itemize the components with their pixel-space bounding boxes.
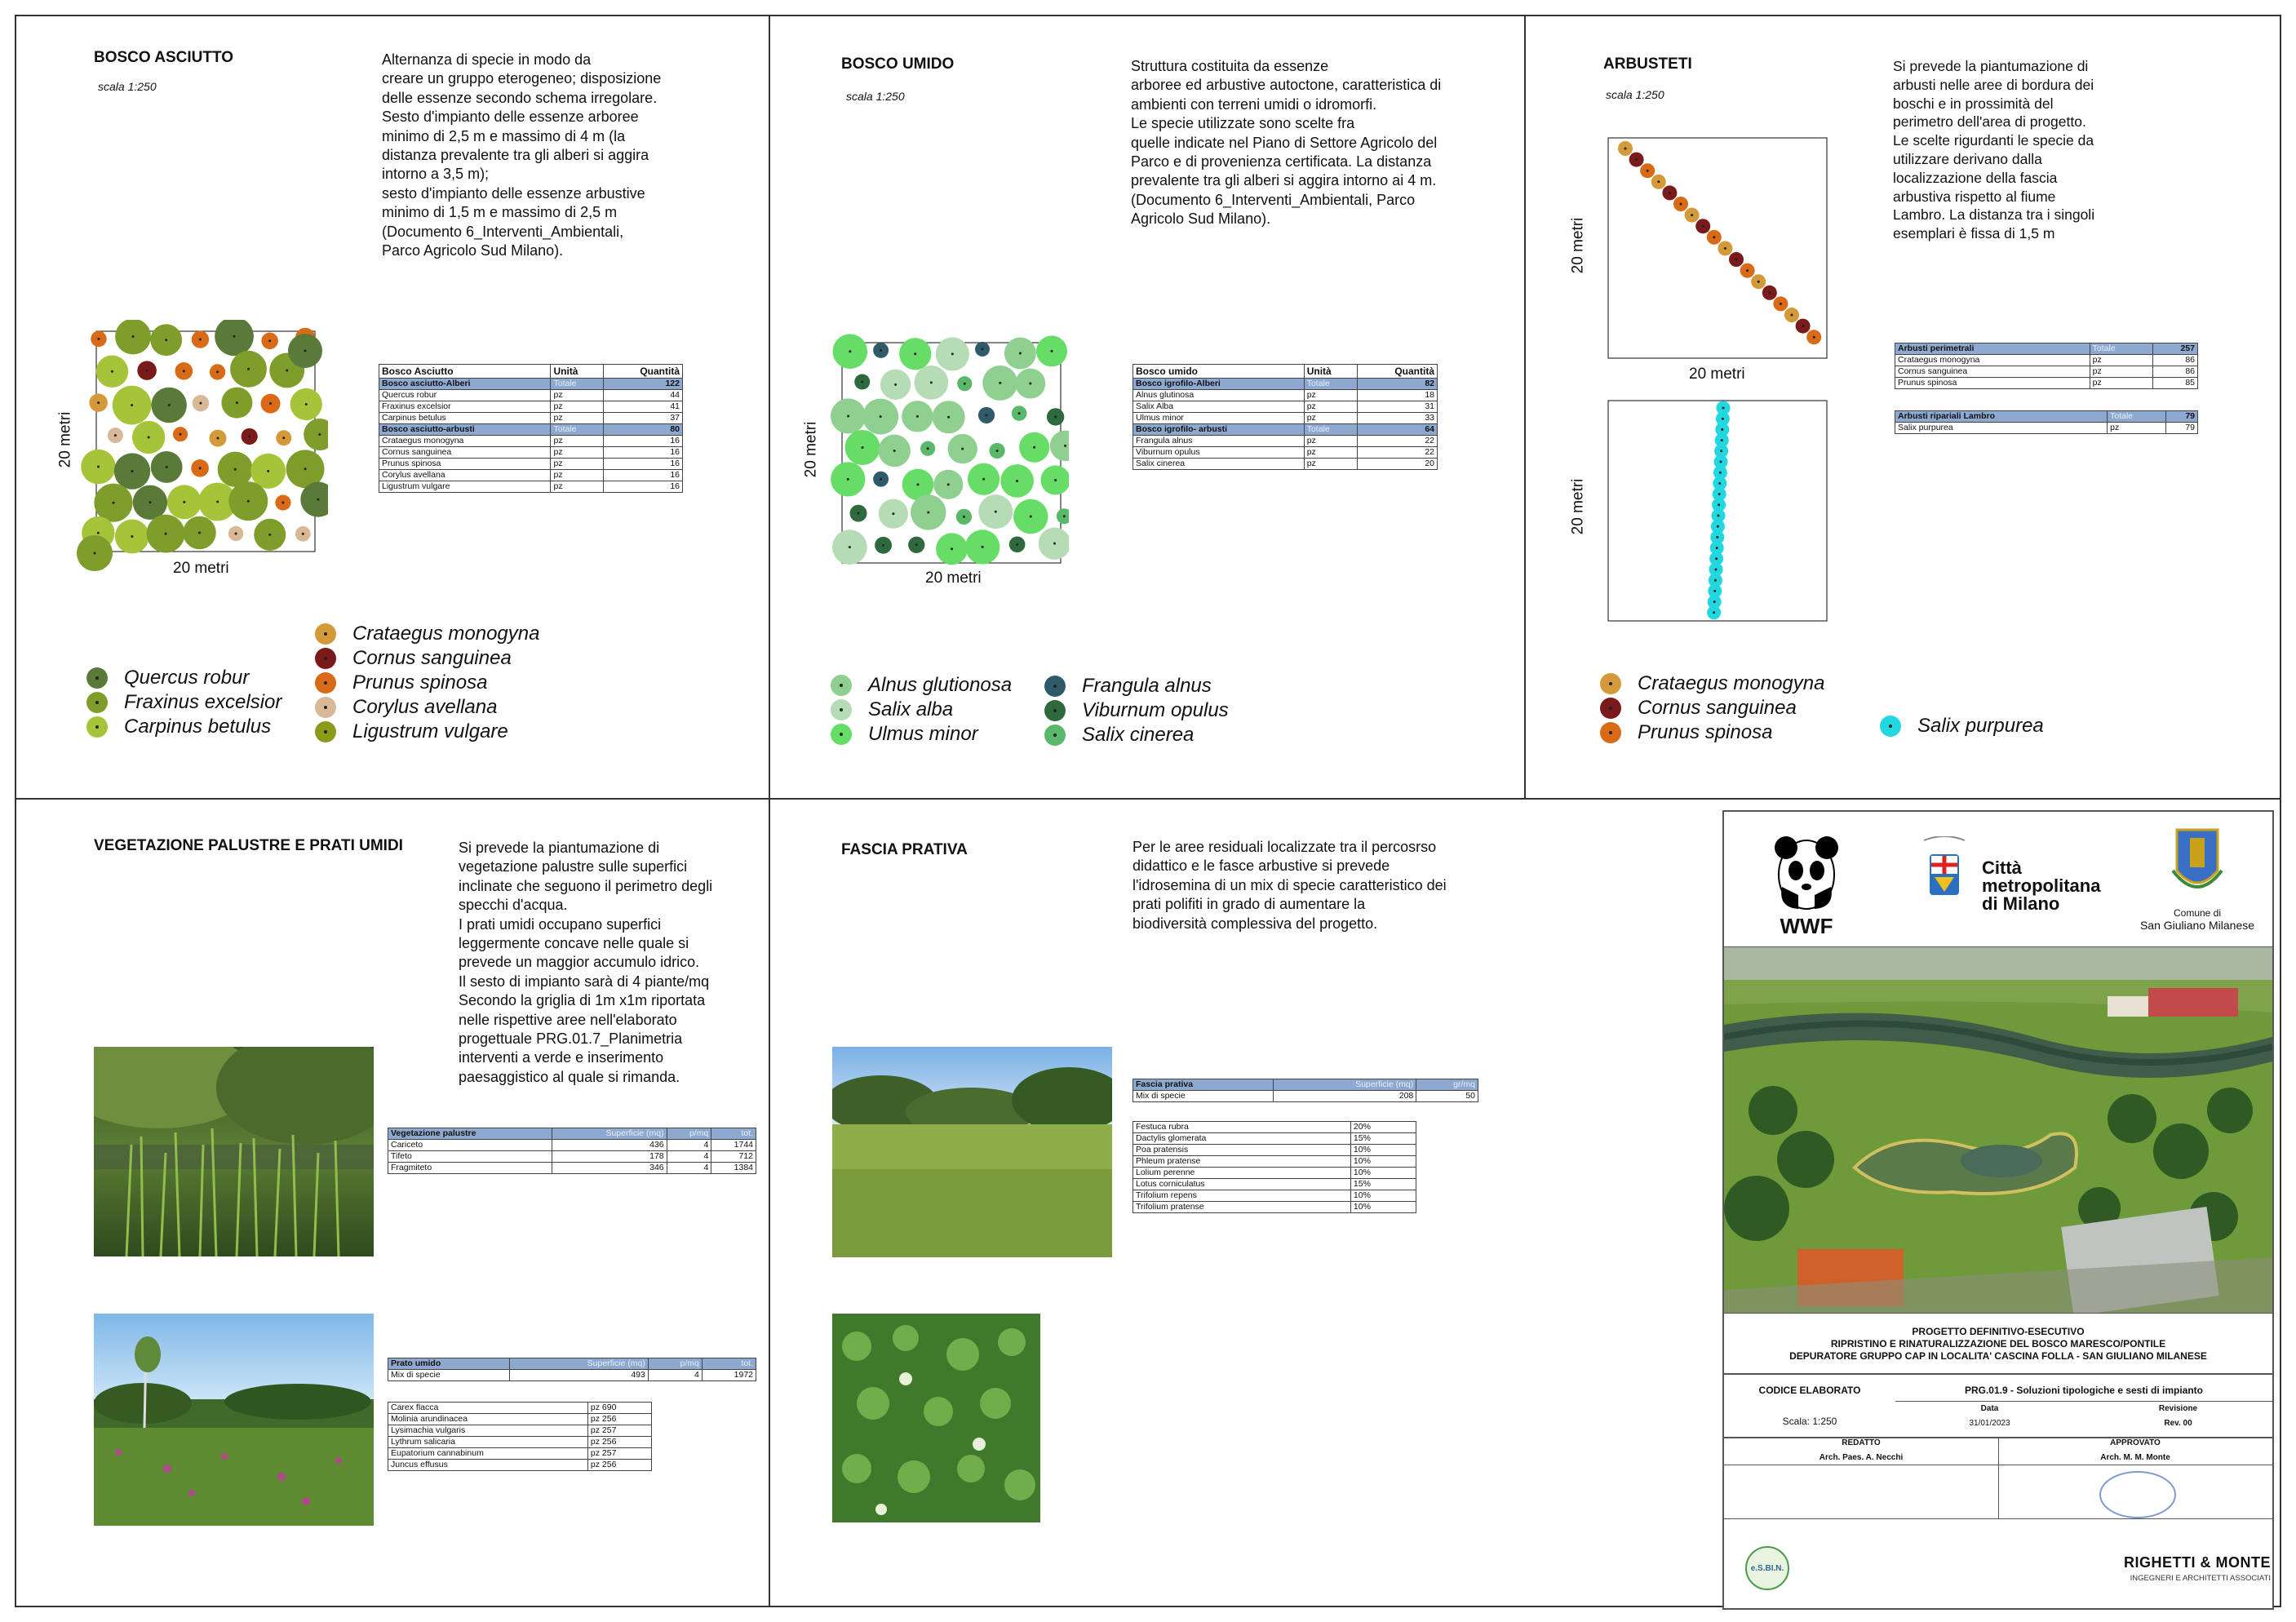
plant-symbol bbox=[914, 366, 948, 400]
plant-symbol bbox=[1806, 330, 1821, 344]
plant-symbol bbox=[167, 485, 202, 519]
legend-trees bbox=[831, 673, 1012, 747]
table-row: Fraxinus excelsior pz 41 bbox=[379, 401, 683, 413]
approvato-value: Arch. M. M. Monte bbox=[2100, 1453, 2170, 1462]
species-symbol-icon bbox=[315, 672, 336, 694]
legend-item: Alnus glutionosa bbox=[831, 673, 1012, 698]
plant-symbol bbox=[1751, 274, 1766, 289]
plant-symbol bbox=[215, 320, 254, 356]
table-row: Vegetazione palustre Superficie (mq) p/mq tot. bbox=[388, 1128, 756, 1140]
plant-symbol bbox=[132, 421, 165, 454]
legend-item: Crataegus monogyna bbox=[315, 622, 539, 646]
plant-symbol bbox=[133, 485, 167, 520]
project-title: PROGETTO DEFINITIVO-ESECUTIVO RIPRISTINO E RINATURALIZZAZIONE DEL BOSCO MARESCO/PONTILE DEPURATORE GRUPPO CAP IN LOCALITA' CASCINA FOLLA - SAN GIULIANO MILANESE bbox=[1789, 1326, 2207, 1362]
planting-scheme-diagram bbox=[75, 320, 328, 574]
section-title: BOSCO ASCIUTTO bbox=[94, 49, 234, 66]
plant-symbol bbox=[1057, 508, 1069, 524]
plant-symbol bbox=[899, 338, 931, 370]
table-row: Alnus glutinosa pz 18 bbox=[1133, 390, 1438, 401]
plant-symbol bbox=[956, 509, 972, 525]
table-row: Trifolium pratense 10% bbox=[1133, 1202, 1416, 1213]
section-description: Per le aree residuali localizzate tra il percosrso didattico e le fasce arbustive si prevede l'idrosemina di un mix di specie caratteristico dei prati polifiti in grado di aumentare la biodiversità complessiva del progetto. bbox=[1132, 839, 1447, 932]
species-symbol-icon bbox=[1880, 716, 1901, 737]
legend-item: Salix purpurea bbox=[1880, 714, 2044, 738]
table-row: Lotus corniculatus 15% bbox=[1133, 1179, 1416, 1190]
redatto-label: REDATTO bbox=[1842, 1438, 1881, 1447]
species-symbol-icon bbox=[86, 716, 108, 738]
table-row: Fragmiteto 346 4 1384 bbox=[388, 1163, 756, 1174]
plant-symbol bbox=[242, 428, 258, 445]
plant-symbol bbox=[989, 443, 1004, 459]
quantity-table bbox=[1132, 364, 1438, 470]
data-label: Data bbox=[1980, 1404, 1999, 1413]
table-row: Cornus sanguinea pz 16 bbox=[379, 447, 683, 459]
table-row: Viburnum opulus pz 22 bbox=[1133, 447, 1438, 459]
quantity-table bbox=[1895, 343, 2198, 389]
scale-label: scala 1:250 bbox=[98, 80, 157, 93]
plant-symbol bbox=[978, 494, 1013, 529]
species-symbol-icon bbox=[1044, 725, 1066, 746]
plant-symbol bbox=[210, 430, 227, 447]
plant-symbol bbox=[1685, 208, 1700, 223]
plant-symbol bbox=[94, 484, 132, 522]
plant-symbol bbox=[933, 470, 963, 499]
table-row: Mix di specie 493 4 1972 bbox=[388, 1370, 756, 1381]
plant-symbol bbox=[879, 499, 908, 529]
plant-symbol bbox=[831, 462, 865, 496]
plant-symbol bbox=[183, 516, 216, 550]
plant-symbol bbox=[1013, 499, 1048, 534]
photo-meadow bbox=[832, 1047, 1112, 1257]
plant-symbol bbox=[854, 374, 870, 389]
plant-symbol bbox=[833, 334, 868, 369]
legend-trees bbox=[86, 666, 281, 739]
table-row: Phleum pratense 10% bbox=[1133, 1156, 1416, 1168]
legend-item: Carpinus betulus bbox=[86, 715, 281, 739]
plant-symbol bbox=[221, 388, 252, 419]
section-title: ARBUSTETI bbox=[1603, 55, 1692, 73]
species-table bbox=[388, 1402, 652, 1471]
plant-symbol bbox=[113, 386, 152, 425]
species-symbol-icon bbox=[831, 699, 852, 720]
plant-symbol bbox=[875, 537, 892, 554]
legend-riparian bbox=[1880, 714, 2044, 738]
plant-symbol bbox=[192, 330, 209, 348]
plant-symbol bbox=[936, 533, 968, 565]
table-row: Tifeto 178 4 712 bbox=[388, 1151, 756, 1163]
table-row: Trifolium repens 10% bbox=[1133, 1190, 1416, 1202]
plant-symbol bbox=[1047, 408, 1064, 425]
table-row: Bosco Asciutto Unità Quantità bbox=[379, 365, 683, 379]
plant-symbol bbox=[965, 530, 1000, 564]
species-symbol-icon bbox=[831, 724, 852, 745]
redatto-value: Arch. Paes. A. Necchi bbox=[1819, 1453, 1904, 1462]
plant-symbol bbox=[304, 419, 328, 450]
photo-marsh-vegetation bbox=[94, 1047, 374, 1256]
legend-item: Crataegus monogyna bbox=[1600, 671, 1824, 696]
plant-symbol bbox=[115, 320, 151, 354]
esbin-badge: e.S.BI.N. bbox=[1745, 1546, 1789, 1590]
plant-symbol bbox=[254, 519, 286, 551]
photo-clover bbox=[832, 1314, 1040, 1522]
codice-label: CODICE ELABORATO bbox=[1758, 1385, 1861, 1396]
plant-symbol bbox=[151, 451, 183, 483]
citta-metropolitana-name: Città metropolitana di Milano bbox=[1982, 858, 2101, 914]
table-row: Bosco igrofilo- arbusti Totale 64 bbox=[1133, 424, 1438, 436]
table-row: Prunus spinosa pz 16 bbox=[379, 459, 683, 470]
plant-symbol bbox=[1012, 406, 1027, 421]
dimension-label-y: 20 metri bbox=[56, 411, 74, 468]
plant-symbol bbox=[832, 530, 867, 565]
table-row: Lysimachia vulgaris pz 257 bbox=[388, 1425, 652, 1437]
legend-item: Corylus avellana bbox=[315, 695, 539, 720]
plant-symbol bbox=[114, 453, 150, 489]
dimension-label-y: 20 metri bbox=[1569, 217, 1587, 274]
table-row: Festuca rubra 20% bbox=[1133, 1122, 1416, 1133]
species-symbol-icon bbox=[831, 675, 852, 696]
species-table bbox=[1132, 1121, 1416, 1213]
plant-symbol bbox=[1729, 252, 1744, 267]
plant-symbol bbox=[96, 356, 129, 388]
legend-item: Prunus spinosa bbox=[1600, 720, 1824, 745]
scale-label: scala 1:250 bbox=[846, 90, 905, 103]
wwf-logo: WWF bbox=[1770, 830, 1843, 932]
section-title: FASCIA PRATIVA bbox=[841, 841, 968, 858]
species-symbol-icon bbox=[315, 697, 336, 718]
section-description: Si prevede la piantumazione di arbusti nelle aree di bordura dei boschi e in prossimità del perimetro dell'area di progetto. Le scelte rigurdanti le specie da utilizzare derivano dalla localizzazione della fascia arbustiva rispetto al fiume Lambro. La distanza tra i singoli esemplari è fissa di 1,5 m bbox=[1893, 58, 2095, 242]
aerial-site-photo bbox=[1724, 946, 2272, 1314]
quantity-table bbox=[1895, 410, 2198, 434]
plant-symbol bbox=[831, 398, 866, 433]
plant-symbol bbox=[89, 393, 107, 411]
table-row: Bosco asciutto-arbusti Totale 80 bbox=[379, 424, 683, 436]
legend-item: Ulmus minor bbox=[831, 722, 1012, 747]
approvato-label: APPROVATO bbox=[2110, 1438, 2161, 1447]
table-row: Bosco asciutto-Alberi Totale 122 bbox=[379, 379, 683, 390]
plant-symbol bbox=[850, 505, 867, 522]
table-row: Corylus avellana pz 16 bbox=[379, 470, 683, 481]
plant-symbol bbox=[1041, 465, 1069, 494]
plant-symbol bbox=[275, 494, 290, 510]
plant-symbol bbox=[1796, 319, 1811, 334]
plant-symbol bbox=[1762, 286, 1777, 300]
plant-symbol bbox=[173, 427, 188, 441]
plant-symbol bbox=[936, 337, 969, 370]
plant-symbol bbox=[150, 324, 182, 356]
legend-shrubs bbox=[1600, 671, 1824, 745]
plant-symbol bbox=[1707, 605, 1721, 619]
plant-symbol bbox=[911, 494, 946, 530]
plant-symbol bbox=[948, 434, 977, 463]
plant-symbol bbox=[880, 370, 911, 400]
table-row: Crataegus monogyna pz 86 bbox=[1895, 355, 2198, 366]
legend-shrubs bbox=[1044, 674, 1229, 747]
plant-symbol bbox=[1009, 536, 1026, 552]
plant-symbol bbox=[115, 519, 149, 553]
plant-symbol bbox=[295, 526, 311, 542]
scale-label: scala 1:250 bbox=[1606, 88, 1664, 101]
plant-symbol bbox=[1640, 163, 1655, 178]
plant-symbol bbox=[878, 435, 911, 468]
plant-symbol bbox=[137, 361, 157, 380]
plant-symbol bbox=[1618, 141, 1633, 156]
plant-symbol bbox=[933, 401, 965, 433]
legend-item: Quercus robur bbox=[86, 666, 281, 690]
plant-symbol bbox=[1707, 230, 1722, 245]
species-symbol-icon bbox=[1044, 676, 1066, 697]
table-row: Arbusti perimetrali Totale 257 bbox=[1895, 343, 2198, 355]
firm-name: RIGHETTI & MONTE bbox=[2124, 1554, 2271, 1571]
dimension-label-y: 20 metri bbox=[1569, 478, 1587, 535]
table-row: Prunus spinosa pz 85 bbox=[1895, 378, 2198, 389]
plant-symbol bbox=[908, 537, 924, 553]
species-symbol-icon bbox=[1600, 698, 1621, 719]
legend-item: Salix cinerea bbox=[1044, 723, 1229, 747]
divider bbox=[769, 15, 770, 1607]
table-row: Lythrum salicaria pz 256 bbox=[388, 1437, 652, 1448]
table-row: Salix Alba pz 31 bbox=[1133, 401, 1438, 413]
firm-subtitle: INGEGNERI E ARCHITETTI ASSOCIATI bbox=[2130, 1574, 2271, 1583]
table-row: Fascia prativa Superficie (mq) gr/mq bbox=[1133, 1079, 1478, 1091]
divider bbox=[15, 798, 2281, 800]
table-row: Bosco igrofilo-Alberi Totale 82 bbox=[1133, 379, 1438, 390]
table-row: Molinia arundinacea pz 256 bbox=[388, 1414, 652, 1425]
revision-value: Rev. 00 bbox=[2164, 1419, 2192, 1428]
species-symbol-icon bbox=[1044, 700, 1066, 721]
species-symbol-icon bbox=[1600, 673, 1621, 694]
plant-symbol bbox=[261, 332, 278, 349]
plant-symbol bbox=[1039, 528, 1069, 560]
legend-item: Prunus spinosa bbox=[315, 671, 539, 695]
plant-symbol bbox=[147, 515, 185, 553]
species-symbol-icon bbox=[315, 623, 336, 645]
plant-symbol bbox=[276, 430, 291, 445]
section-description: Si prevede la piantumazione di vegetazione palustre sulle superfici inclinate che seguono il perimetro degli specchi d'acqua. I prati umidi occupano superfici leggermente concave nelle quale si prevede un maggior accumulo idrico. Il sesto di impianto sarà di 4 piante/mq Secondo la griglia di 1m x1m riportata nelle rispettive aree nell'elaborato progettuale PRG.01.7_Planimetria interventi a verde e inserimento paesaggistico al quale si rimanda. bbox=[459, 840, 713, 1085]
section-description: Alternanza di specie in modo da creare un gruppo eterogeneo; disposizione delle essenze secondo schema irregolare. Sesto d'impianto delle essenze arboree minimo di 2,5 m e massimo di 4 m (la distanza prevalente tra gli alberi si aggira intorno a 3,5 m); sesto d'impianto delle essenze arbustive minimo di 1,5 m e massimo di 2,5 m (Documento 6_Interventi_Ambientali, Parco Agricolo Sud Milano). bbox=[382, 51, 662, 259]
table-row: Salix cinerea pz 20 bbox=[1133, 459, 1438, 470]
plant-symbol bbox=[1773, 296, 1788, 311]
plant-symbol bbox=[108, 428, 123, 443]
plant-symbol bbox=[230, 351, 267, 388]
plant-symbol bbox=[968, 463, 1000, 495]
plant-symbol bbox=[920, 441, 935, 456]
table-row: Frangula alnus pz 22 bbox=[1133, 436, 1438, 447]
table-row: Eupatorium cannabinum pz 257 bbox=[388, 1448, 652, 1460]
table-row: Poa pratensis 10% bbox=[1133, 1145, 1416, 1156]
plant-symbol bbox=[862, 399, 898, 435]
legend-item: Viburnum opulus bbox=[1044, 698, 1229, 723]
quantity-table bbox=[1132, 1079, 1478, 1102]
species-symbol-icon bbox=[315, 648, 336, 669]
plant-symbol bbox=[1651, 175, 1666, 189]
plant-symbol bbox=[1740, 264, 1755, 278]
plant-symbol bbox=[175, 362, 193, 380]
plant-symbol bbox=[1004, 338, 1036, 370]
table-row: Arbusti ripariali Lambro Totale 79 bbox=[1895, 411, 2198, 423]
comune-logo: Comune di San Giuliano Milanese bbox=[2132, 822, 2263, 932]
plant-symbol bbox=[902, 401, 933, 432]
plant-symbol bbox=[1784, 308, 1799, 322]
plant-symbol bbox=[845, 430, 880, 465]
title-block bbox=[1722, 810, 2274, 1610]
legend-item: Frangula alnus bbox=[1044, 674, 1229, 698]
table-row: Crataegus monogyna pz 16 bbox=[379, 436, 683, 447]
legend-item: Cornus sanguinea bbox=[315, 646, 539, 671]
plant-symbol bbox=[1050, 431, 1069, 461]
table-row: Cariceto 436 4 1744 bbox=[388, 1140, 756, 1151]
legend-item: Ligustrum vulgare bbox=[315, 720, 539, 744]
plant-symbol bbox=[975, 342, 990, 357]
section-title: BOSCO UMIDO bbox=[841, 55, 955, 73]
plant-symbol bbox=[288, 334, 322, 368]
revision-label: Revisione bbox=[2158, 1404, 2198, 1413]
dimension-label-y: 20 metri bbox=[802, 421, 820, 478]
species-symbol-icon bbox=[1600, 722, 1621, 743]
approval-stamp bbox=[2099, 1471, 2176, 1518]
plant-symbol bbox=[1695, 219, 1710, 233]
divider bbox=[1524, 15, 1526, 798]
section-description: Struttura costituita da essenze arboree ed arbustive autoctone, caratteristica di ambienti con terreni umidi o idromorfi. Le specie utilizzate sono scelte fra quelle indicate nel Piano di Settore Agricolo del Parco e di provenienza certificata. La distanza prevalente tra gli alberi si aggira intorno ai 4 m. (Documento 6_Interventi_Ambientali, Parco Agricolo Sud Milano). bbox=[1131, 58, 1442, 228]
table-row: Lolium perenne 10% bbox=[1133, 1168, 1416, 1179]
legend-item: Salix alba bbox=[831, 698, 1012, 722]
planting-scheme-diagram bbox=[822, 331, 1069, 568]
plant-symbol bbox=[228, 481, 268, 521]
species-symbol-icon bbox=[86, 667, 108, 689]
perimeter-shrub-diagram bbox=[1607, 137, 1828, 359]
plant-symbol bbox=[873, 343, 889, 358]
plant-symbol bbox=[1662, 185, 1677, 200]
quantity-table bbox=[388, 1128, 756, 1174]
plant-symbol bbox=[228, 526, 243, 541]
table-row: Dactylis glomerata 15% bbox=[1133, 1133, 1416, 1145]
plant-symbol bbox=[290, 388, 322, 420]
quantity-table bbox=[388, 1358, 756, 1381]
citta-metropolitana-crest-icon bbox=[1920, 836, 1969, 918]
table-row: Prato umido Superficie (mq) p/mq tot. bbox=[388, 1358, 756, 1370]
plant-symbol bbox=[210, 364, 225, 379]
legend-item: Fraxinus excelsior bbox=[86, 690, 281, 715]
table-row: Juncus effusus pz 256 bbox=[388, 1460, 652, 1471]
table-row: Ligustrum vulgare pz 16 bbox=[379, 481, 683, 493]
table-row: Cornus sanguinea pz 86 bbox=[1895, 366, 2198, 378]
plant-symbol bbox=[1718, 241, 1732, 255]
plant-symbol bbox=[1019, 432, 1049, 463]
legend-item: Cornus sanguinea bbox=[1600, 696, 1824, 720]
plant-symbol bbox=[191, 459, 209, 477]
table-row: Ulmus minor pz 33 bbox=[1133, 413, 1438, 424]
photo-wet-meadow bbox=[94, 1314, 374, 1526]
plant-symbol bbox=[1000, 464, 1034, 498]
plant-symbol bbox=[261, 394, 281, 414]
species-symbol-icon bbox=[315, 721, 336, 742]
plant-symbol bbox=[77, 535, 113, 571]
scale-value: Scala: 1:250 bbox=[1782, 1416, 1837, 1427]
plant-symbol bbox=[193, 395, 209, 411]
table-row: Mix di specie 208 50 bbox=[1133, 1091, 1478, 1102]
plant-symbol bbox=[1036, 335, 1067, 366]
table-row: Carex flacca pz 690 bbox=[388, 1403, 652, 1414]
quantity-table bbox=[379, 364, 683, 493]
data-value: 31/01/2023 bbox=[1969, 1419, 2010, 1428]
table-row: Bosco umido Unità Quantità bbox=[1133, 365, 1438, 379]
plant-symbol bbox=[1629, 153, 1644, 167]
codice-value: PRG.01.9 - Soluzioni tipologiche e sesti di impianto bbox=[1964, 1385, 2204, 1396]
plant-symbol bbox=[978, 407, 995, 423]
table-row: Salix purpurea pz 79 bbox=[1895, 423, 2198, 434]
plant-symbol bbox=[873, 472, 889, 487]
plant-symbol bbox=[91, 331, 106, 347]
plant-symbol bbox=[957, 376, 972, 391]
riparian-shrub-diagram bbox=[1607, 400, 1828, 622]
plant-symbol bbox=[982, 366, 1017, 401]
dimension-label-x: 20 metri bbox=[173, 560, 229, 577]
plant-symbol bbox=[151, 388, 187, 423]
dimension-label-x: 20 metri bbox=[1689, 366, 1745, 383]
plant-symbol bbox=[81, 450, 116, 485]
table-row: Quercus robur pz 44 bbox=[379, 390, 683, 401]
dimension-label-x: 20 metri bbox=[925, 569, 982, 587]
plant-symbol bbox=[1015, 369, 1045, 399]
plant-symbol bbox=[1673, 197, 1688, 211]
section-title: VEGETAZIONE PALUSTRE E PRATI UMIDI bbox=[94, 837, 403, 854]
legend-shrubs bbox=[315, 622, 539, 744]
table-row: Carpinus betulus pz 37 bbox=[379, 413, 683, 424]
species-symbol-icon bbox=[86, 692, 108, 713]
